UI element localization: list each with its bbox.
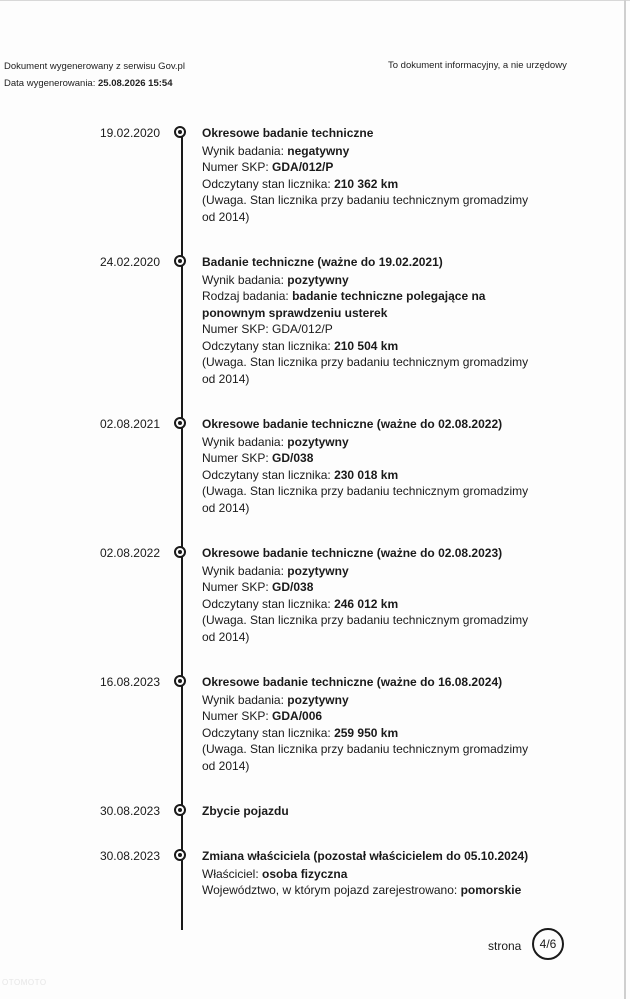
- page-top-edge: [0, 0, 630, 1]
- skp-value: GD/038: [272, 580, 314, 594]
- event-date: 30.08.2023: [99, 804, 160, 818]
- result-row: [202, 272, 542, 289]
- result-row: [202, 143, 542, 160]
- event-title: Okresowe badanie techniczne: [202, 126, 374, 140]
- page-edge: [624, 0, 626, 999]
- generated-source: Dokument wygenerowany z serwisu Gov.pl: [4, 61, 185, 72]
- result-value: pozytywny: [287, 692, 349, 707]
- odometer-row: [202, 338, 542, 355]
- event-content: [202, 254, 542, 387]
- odometer-row: [202, 596, 542, 613]
- skp-value: GDA/012/P: [272, 160, 334, 174]
- event-date: 30.08.2023: [99, 849, 160, 863]
- odometer-label: Odczytany stan licznika:: [202, 176, 331, 191]
- odometer-note: (Uwaga. Stan licznika przy badaniu technicznym gromadzimy od 2014): [202, 484, 529, 515]
- result-value: pozytywny: [287, 563, 349, 578]
- timeline-dot-icon: [174, 126, 186, 138]
- odometer-label: Odczytany stan licznika:: [202, 596, 331, 611]
- inspection-type-label: Rodzaj badania:: [202, 289, 289, 303]
- odometer-note: (Uwaga. Stan licznika przy badaniu technicznym gromadzimy od 2014): [202, 613, 529, 644]
- region-label: Województwo, w którym pojazd zarejestrowano:: [202, 883, 458, 897]
- odometer-value: 246 012 km: [334, 596, 399, 611]
- event-date: 16.08.2023: [99, 675, 160, 689]
- odometer-value: 210 504 km: [334, 338, 399, 353]
- result-label: Wynik badania:: [202, 434, 284, 449]
- event-content: [202, 545, 542, 645]
- event-title: Okresowe badanie techniczne (ważne do 02.08.2022): [202, 417, 503, 431]
- result-label: Wynik badania:: [202, 692, 284, 707]
- generated-date-value: 25.08.2026 15:54: [98, 78, 173, 89]
- result-row: [202, 563, 542, 580]
- owner-value: osoba fizyczna: [262, 866, 348, 881]
- odometer-value: 230 018 km: [334, 467, 399, 482]
- event-content: [202, 125, 542, 225]
- event-content: [202, 803, 542, 821]
- timeline-dot-icon: [174, 417, 186, 429]
- timeline-dot-icon: [174, 546, 186, 558]
- event-title: Okresowe badanie techniczne (ważne do 02.08.2023): [202, 546, 503, 560]
- skp-row: [202, 450, 542, 467]
- result-label: Wynik badania:: [202, 272, 284, 287]
- owner-label: Właściciel:: [202, 866, 259, 881]
- odometer-note: (Uwaga. Stan licznika przy badaniu technicznym gromadzimy od 2014): [202, 193, 529, 224]
- event-title: Okresowe badanie techniczne (ważne do 16.08.2024): [202, 675, 503, 689]
- result-value: pozytywny: [287, 272, 349, 287]
- skp-row: [202, 159, 542, 176]
- generated-date: [4, 77, 172, 91]
- result-value: negatywny: [287, 143, 350, 158]
- timeline-dot-icon: [174, 255, 186, 267]
- odometer-value: 259 950 km: [334, 725, 399, 740]
- skp-label: Numer SKP:: [202, 580, 269, 594]
- watermark: OTOMOTO: [2, 978, 47, 987]
- event-title: Zbycie pojazdu: [202, 804, 289, 818]
- odometer-row: [202, 467, 542, 484]
- owner-row: [202, 866, 562, 883]
- event-date: 24.02.2020: [99, 255, 160, 269]
- skp-label: Numer SKP:: [202, 451, 269, 465]
- odometer-note: (Uwaga. Stan licznika przy badaniu technicznym gromadzimy od 2014): [202, 355, 529, 386]
- result-label: Wynik badania:: [202, 143, 284, 158]
- event-title: Badanie techniczne (ważne do 19.02.2021): [202, 255, 443, 269]
- generated-date-label: Data wygenerowania:: [4, 78, 96, 89]
- result-value: pozytywny: [287, 434, 349, 449]
- skp-row: [202, 708, 542, 725]
- region-value: pomorskie: [460, 883, 522, 897]
- inspection-type-value: badanie techniczne polegające na ponownym sprawdzeniu usterek: [202, 289, 486, 320]
- event-date: 02.08.2022: [99, 546, 160, 560]
- timeline-dot-icon: [174, 849, 186, 861]
- event-date: 19.02.2020: [99, 126, 160, 140]
- event-content: [202, 848, 562, 899]
- timeline-dot-icon: [174, 804, 186, 816]
- event-content: [202, 674, 542, 774]
- skp-label: Numer SKP:: [202, 322, 269, 336]
- skp-value: GD/038: [272, 451, 314, 465]
- page-number: 4/6: [532, 928, 564, 960]
- skp-label: Numer SKP:: [202, 709, 269, 723]
- skp-row: [202, 321, 542, 338]
- odometer-label: Odczytany stan licznika:: [202, 725, 331, 740]
- result-row: [202, 692, 542, 709]
- skp-value: GDA/006: [272, 709, 323, 723]
- odometer-row: [202, 176, 542, 193]
- inspection-type-row: [202, 288, 542, 321]
- event-date: 02.08.2021: [99, 417, 160, 431]
- odometer-label: Odczytany stan licznika:: [202, 338, 331, 353]
- skp-value: GDA/012/P: [272, 322, 333, 336]
- odometer-label: Odczytany stan licznika:: [202, 467, 331, 482]
- skp-row: [202, 579, 542, 596]
- event-title: Zmiana właściciela (pozostał właścicielem do 05.10.2024): [202, 849, 529, 863]
- result-label: Wynik badania:: [202, 563, 284, 578]
- skp-label: Numer SKP:: [202, 160, 269, 174]
- odometer-row: [202, 725, 542, 742]
- odometer-note: (Uwaga. Stan licznika przy badaniu technicznym gromadzimy od 2014): [202, 742, 529, 773]
- page-label: strona: [488, 939, 522, 953]
- result-row: [202, 434, 542, 451]
- timeline-dot-icon: [174, 675, 186, 687]
- event-content: [202, 416, 542, 516]
- odometer-value: 210 362 km: [334, 176, 399, 191]
- region-row: [202, 882, 562, 899]
- informational-notice: To dokument informacyjny, a nie urzędowy: [388, 60, 567, 71]
